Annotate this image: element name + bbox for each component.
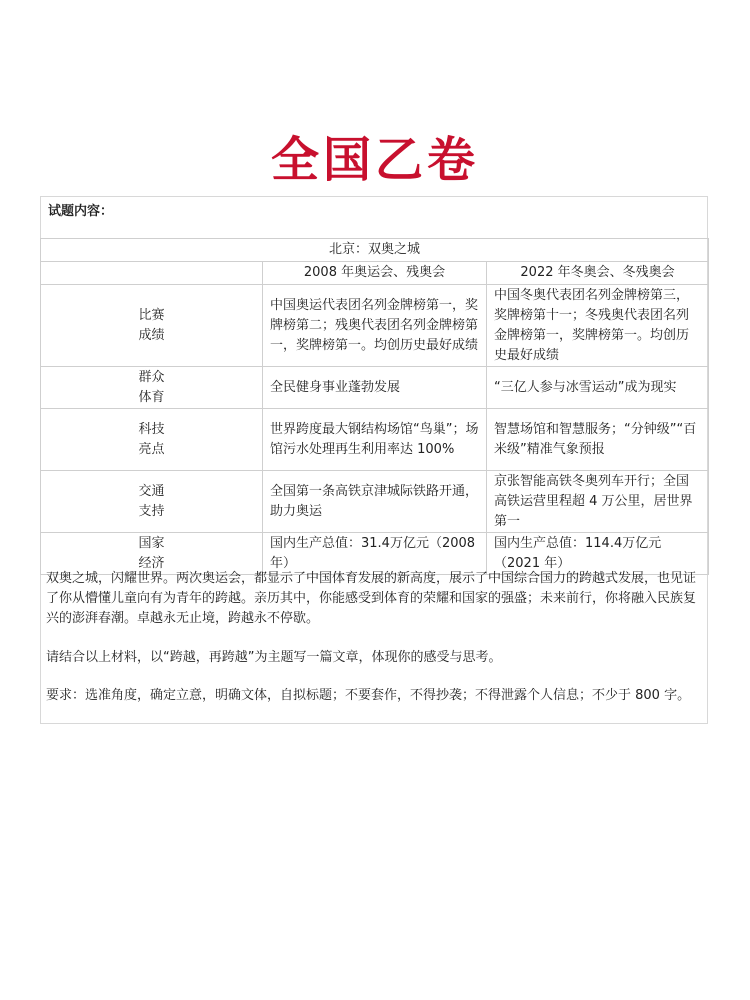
row-label: 比赛 成绩: [41, 285, 263, 367]
table-row: [41, 409, 709, 471]
section-label: 试题内容：: [48, 204, 114, 219]
row-label: 国家 经济: [41, 533, 263, 575]
table-caption: 北京：双奥之城: [41, 239, 709, 262]
cell-2022: 智慧场馆和智慧服务；“分钟级”“百米级”精准气象预报: [487, 409, 709, 471]
col-header-2008: 2008 年奥运会、残奥会: [263, 262, 487, 285]
cell-2022: 中国冬奥代表团名列金牌榜第三，奖牌榜第十一；冬残奥代表团名列金牌榜第一，奖牌榜第一。均创历史最好成绩: [487, 285, 709, 367]
page-title: 全国乙卷: [270, 132, 479, 188]
cell-2022: 京张智能高铁冬奥列车开行；全国高铁运营里程超 4 万公里，居世界第一: [487, 471, 709, 533]
cell-2022: “三亿人参与冰雪运动”成为现实: [487, 367, 709, 409]
table-row: [41, 367, 709, 409]
row-label: 交通 支持: [41, 471, 263, 533]
table-row: [41, 285, 709, 367]
material-table: [40, 238, 709, 575]
table-row: [41, 471, 709, 533]
cell-2008: 世界跨度最大钢结构场馆“鸟巢”；场馆污水处理再生利用率达 100%: [263, 409, 487, 471]
cell-2008: 全民健身事业蓬勃发展: [263, 367, 487, 409]
col-header-2022: 2022 年冬奥会、冬残奥会: [487, 262, 709, 285]
task-paragraph: 请结合以上材料，以“跨越，再跨越”为主题写一篇文章，体现你的感受与思考。: [46, 650, 502, 665]
row-label: 群众 体育: [41, 367, 263, 409]
row-label: 科技 亮点: [41, 409, 263, 471]
material-paragraph: 双奥之城，闪耀世界。两次奥运会，都显示了中国体育发展的新高度，展示了中国综合国力的跨越式发展，也见证了你从懵懂儿童向有为青年的跨越。亲历其中，你能感受到体育的荣耀和国家的强盛；未来前行，你将融入民族复兴的澎湃春潮。卓越永无止境，跨越永不停歇。: [46, 571, 697, 626]
table-corner: [41, 262, 263, 285]
cell-2008: 全国第一条高铁京津城际铁路开通，助力奥运: [263, 471, 487, 533]
requirements-paragraph: 要求：选准角度，确定立意，明确文体，自拟标题；不要套作，不得抄袭；不得泄露个人信息；不少于 800 字。: [46, 688, 691, 703]
cell-2008: 国内生产总值：31.4万亿元（2008 年）: [263, 533, 487, 575]
cell-2022: 国内生产总值：114.4万亿元（2021 年）: [487, 533, 709, 575]
cell-2008: 中国奥运代表团名列金牌榜第一，奖牌榜第二；残奥代表团名列金牌榜第一，奖牌榜第一。均创历史最好成绩: [263, 285, 487, 367]
